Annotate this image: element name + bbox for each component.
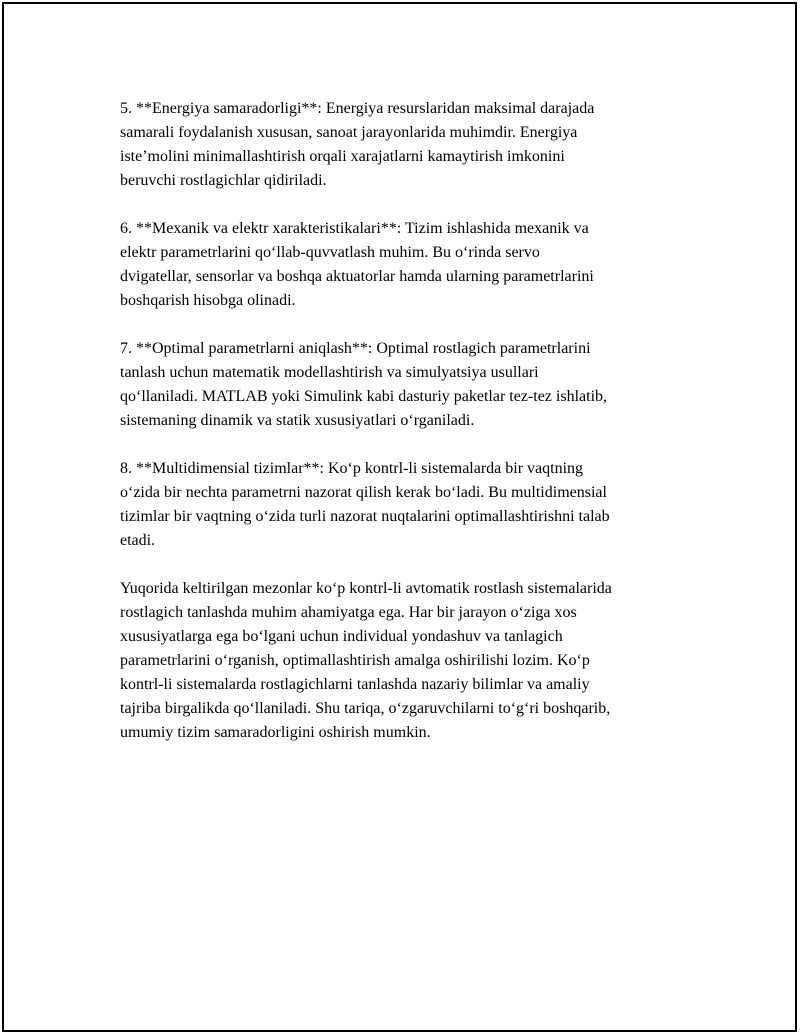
document-page [2,2,797,1032]
text-line: iste’molini minimallashtirish orqali xarajatlarni kamaytirish imkonini [120,148,565,165]
paragraph-mechanical-electrical [120,217,695,313]
paragraph-conclusion [120,577,695,745]
text-line: sistemaning dinamik va statik xususiyatlari o‘rganiladi. [120,412,475,429]
text-line: etadi. [120,532,156,549]
text-line: 7. **Optimal parametrlarni aniqlash**: Optimal rostlagich parametrlarini [120,340,591,357]
paragraph-multidimensional-systems [120,457,695,553]
paragraph-energy-efficiency [120,97,695,193]
text-line: 5. **Energiya samaradorligi**: Energiya resurslaridan maksimal darajada [120,100,595,117]
text-line: parametrlarini o‘rganish, optimallashtirish amalga oshirilishi lozim. Ko‘p [120,652,590,669]
text-line: Yuqorida keltirilgan mezonlar ko‘p kontrl-li avtomatik rostlash sistemalarida [120,580,612,597]
text-line: samarali foydalanish xususan, sanoat jarayonlarida muhimdir. Energiya [120,124,578,141]
text-line: boshqarish hisobga olinadi. [120,292,296,309]
text-line: kontrl-li sistemalarda rostlagichlarni tanlashda nazariy bilimlar va amaliy [120,676,590,693]
text-line: xususiyatlarga ega bo‘lgani uchun individual yondashuv va tanlagich [120,628,563,645]
paragraph-optimal-parameters [120,337,695,433]
text-line: elektr parametrlarini qo‘llab-quvvatlash muhim. Bu o‘rinda servo [120,244,540,261]
text-line: dvigatellar, sensorlar va boshqa aktuatorlar hamda ularning parametrlarini [120,268,594,285]
text-line: tajriba birgalikda qo‘llaniladi. Shu tariqa, o‘zgaruvchilarni to‘g‘ri boshqarib, [120,700,611,717]
text-line: tanlash uchun matematik modellashtirish va simulyatsiya usullari [120,364,539,381]
text-line: umumiy tizim samaradorligini oshirish mumkin. [120,724,431,741]
text-line: o‘zida bir nechta parametrni nazorat qilish kerak bo‘ladi. Bu multidimensial [120,484,607,501]
text-line: 6. **Mexanik va elektr xarakteristikalari**: Tizim ishlashida mexanik va [120,220,589,237]
text-line: tizimlar bir vaqtning o‘zida turli nazorat nuqtalarini optimallashtirishni talab [120,508,610,525]
text-line: beruvchi rostlagichlar qidiriladi. [120,172,327,189]
text-line: qo‘llaniladi. MATLAB yoki Simulink kabi dasturiy paketlar tez-tez ishlatib, [120,388,608,405]
text-line: rostlagich tanlashda muhim ahamiyatga ega. Har bir jarayon o‘ziga xos [120,604,577,621]
document-body [120,97,695,769]
text-line: 8. **Multidimensial tizimlar**: Ko‘p kontrl-li sistemalarda bir vaqtning [120,460,584,477]
